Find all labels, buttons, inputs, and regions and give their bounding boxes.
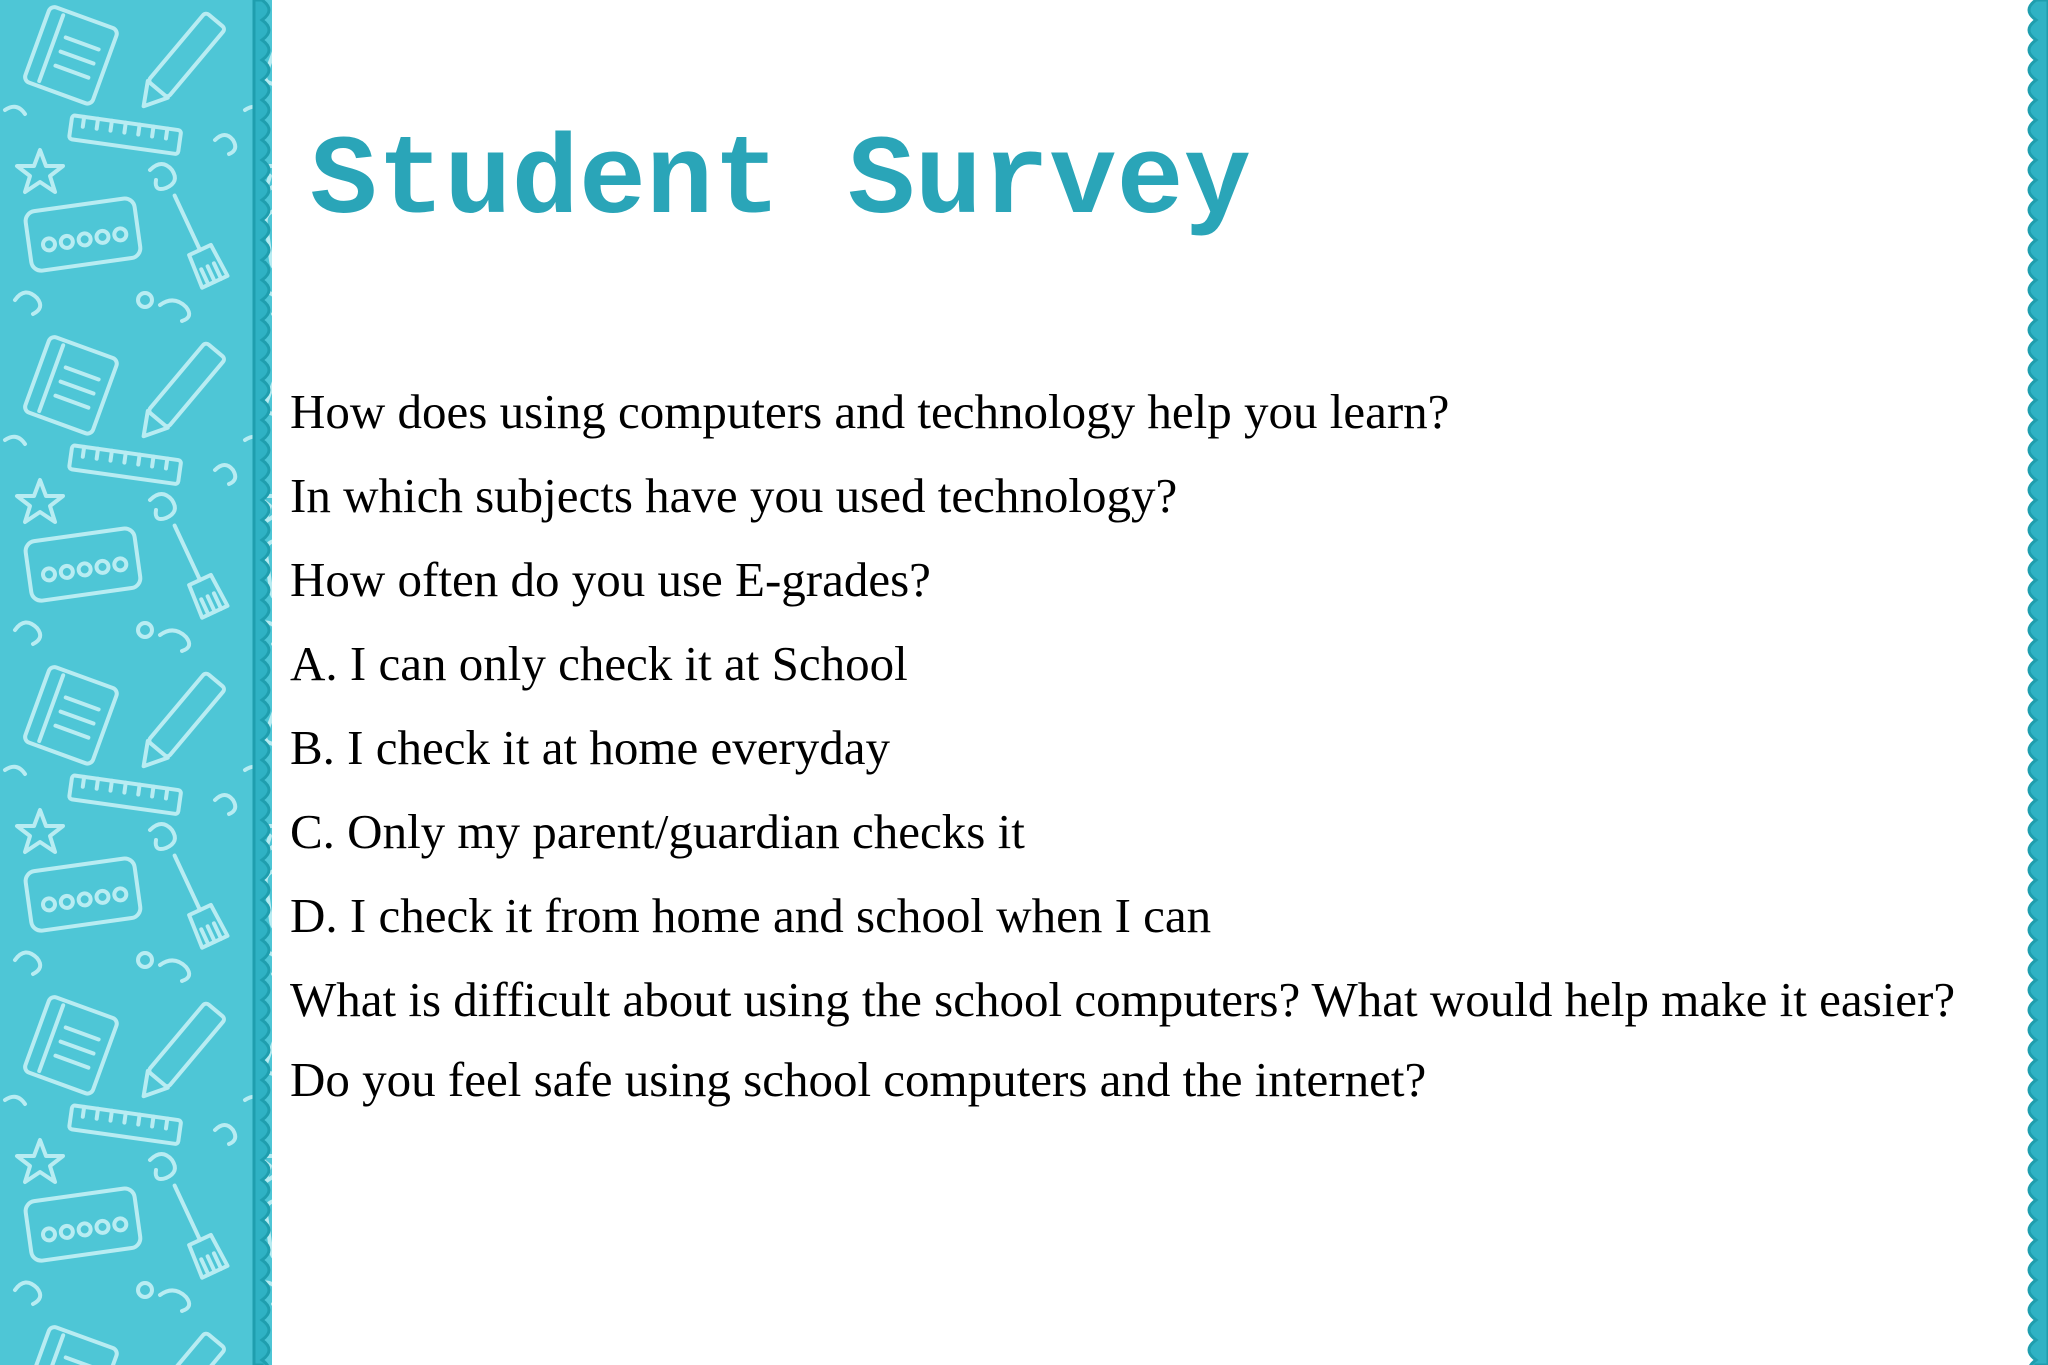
school-supplies-border	[0, 0, 282, 1365]
survey-answer-option: C. Only my parent/guardian checks it	[290, 804, 1025, 859]
survey-answer-option: B. I check it at home everyday	[290, 720, 891, 775]
survey-answer-option: A. I can only check it at School	[290, 636, 908, 691]
survey-question: How often do you use E-grades?	[290, 552, 931, 607]
right-scalloped-border	[2022, 0, 2048, 1365]
survey-questions-list	[290, 384, 1990, 1136]
survey-answer-option: D. I check it from home and school when I can	[290, 888, 1212, 943]
slide-title: Student Survey	[310, 119, 1251, 246]
survey-question: How does using computers and technology help you learn?	[290, 384, 1450, 439]
survey-question: What is difficult about using the school computers? What would help make it easier?	[290, 972, 1956, 1027]
survey-question: Do you feel safe using school computers and the internet?	[290, 1052, 1427, 1107]
survey-question: In which subjects have you used technology?	[290, 468, 1178, 523]
